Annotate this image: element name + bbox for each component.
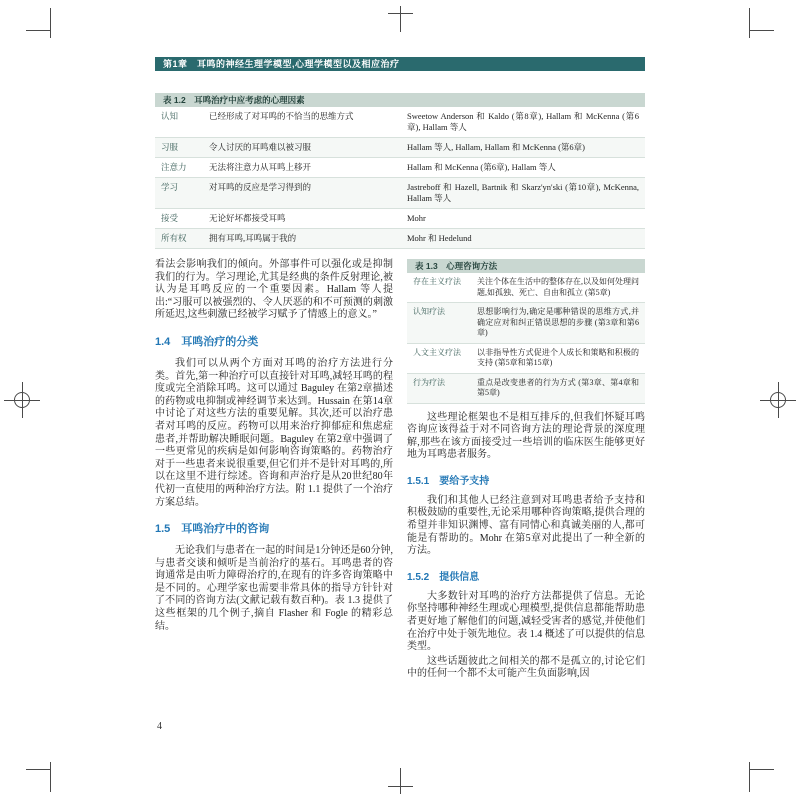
table-row <box>407 373 645 403</box>
factor-label: 学习 <box>155 178 203 209</box>
table-row <box>155 158 645 178</box>
factor-desc: 对耳鸣的反应是学习得到的 <box>203 178 401 209</box>
table-row <box>155 229 645 249</box>
method-desc: 思想影响行为,确定是哪种错误的思维方式,并确定应对和纠正错误思想的步骤 (第3章和第6章) <box>471 303 645 344</box>
paragraph: 看法会影响我们的倾向。外部事件可以强化或是抑制我们的行为。学习理论,尤其是经典的条件反射理论,被认为是耳鸣反应的一个重要因素。Hallam 等人提出:“习服可以被强烈的、令人厌恶的和不可预测的刺激所延迟,这些刺激已经被学习赋予了情感上的意义。” <box>155 259 393 321</box>
factor-label: 认知 <box>155 107 203 138</box>
table-row <box>155 138 645 158</box>
method-desc: 重点是改变患者的行为方式 (第3章、第4章和第5章) <box>471 373 645 403</box>
method-label: 认知疗法 <box>407 303 471 344</box>
table-1-2-title: 表 1.2 耳鸣治疗中应考虑的心理因素 <box>155 93 645 107</box>
paragraph: 大多数针对耳鸣的治疗方法都提供了信息。无论你坚持哪种神经生理或心理模型,提供信息都能帮助患者更好地了解他们的问题,减轻受害者的感觉,并使他们在治疗中处于领先地位。表 1.4 概述了可以提供的信息类型。 <box>407 590 645 653</box>
paragraph: 这些理论框架也不是相互排斥的,但我们怀疑耳鸣咨询应该得益于对不同咨询方法的理论背景的深度理解,那些在该方面接受过一些培训的临床医生能够更好地为耳鸣患者服务。 <box>407 411 645 461</box>
factor-refs: Jastreboff 和 Hazell, Bartnik 和 Skarz'yn'ski (第10章), McKenna, Hallam 等人 <box>401 178 645 209</box>
factor-desc: 拥有耳鸣,耳鸣属于我的 <box>203 229 401 249</box>
factor-refs: Sweetow Anderson 和 Kaldo (第8章), Hallam 和 McKenna (第6章), Hallam 等人 <box>401 107 645 138</box>
factor-label: 所有权 <box>155 229 203 249</box>
factor-refs: Hallam 和 McKenna (第6章), Hallam 等人 <box>401 158 645 178</box>
table-row <box>407 273 645 303</box>
section-heading-1-5-2: 1.5.2 提供信息 <box>407 571 480 583</box>
section-heading-1-5: 1.5 耳鸣治疗中的咨询 <box>155 523 270 536</box>
table-psych-factors <box>155 93 645 249</box>
table-row <box>407 303 645 344</box>
chapter-header-text: 第1章 耳鸣的神经生理学模型,心理学模型以及相应治疗 <box>163 59 400 69</box>
page-number: 4 <box>157 721 162 732</box>
method-desc: 以非指导性方式促进个人成长和策略和积极的支持 (第5章和第15章) <box>471 343 645 373</box>
method-label: 人文主义疗法 <box>407 343 471 373</box>
factor-refs: Hallam 等人, Hallam, Hallam 和 McKenna (第6章) <box>401 138 645 158</box>
table-row <box>407 343 645 373</box>
factor-label: 注意力 <box>155 158 203 178</box>
book-page <box>155 57 645 683</box>
table-counseling-methods <box>407 259 645 404</box>
chapter-header-bar <box>155 57 645 71</box>
section-heading-1-5-1: 1.5.1 要给予支持 <box>407 475 490 487</box>
right-column <box>407 259 645 683</box>
factor-refs: Mohr <box>401 209 645 229</box>
left-column <box>155 259 393 683</box>
table-row <box>155 178 645 209</box>
method-label: 存在主义疗法 <box>407 273 471 303</box>
factor-desc: 无论好坏都接受耳鸣 <box>203 209 401 229</box>
section-heading-1-4: 1.4 耳鸣治疗的分类 <box>155 335 259 348</box>
table-row <box>155 107 645 138</box>
paragraph: 我们可以从两个方面对耳鸣的治疗方法进行分类。首先,第一种治疗可以直接针对耳鸣,减轻耳鸣的程度或完全消除耳鸣。这可以通过 Baguley 在第2章描述的药物或电抑制或神经调节来达到。Hussain 在第14章中讨论了对这些方法的重要见解。其次,还可以治疗患者对耳鸣的反应。药物可以用来治疗抑郁症和焦虑症患者,并帮助解决睡眠问题。Baguley 在第2章中强调了一些更常见的疾病是如何影响咨询策略的。药物治疗对于一些患者来说很重要,但它们并不是针对耳鸣的,所以在这里不进行综述。咨询和声治疗是从20世纪80年代初一直使用的两种治疗方法。附 1.1 提供了一个治疗方案总结。 <box>155 357 393 508</box>
factor-desc: 令人讨厌的耳鸣难以被习服 <box>203 138 401 158</box>
factor-label: 习服 <box>155 138 203 158</box>
factor-desc: 已经形成了对耳鸣的不恰当的思维方式 <box>203 107 401 138</box>
paragraph: 无论我们与患者在一起的时间是1分钟还是60分钟,与患者交谈和倾听是当前治疗的基石。耳鸣患者的咨询通常是由听力障碍治疗的,在现有的许多咨询策略中是不同的。心理学家也需要非常具体的指导方针针对了不同的咨询方法(文献记载有数百种)。表 1.3 提供了这些框架的几个例子,摘自 Flasher 和 Fogle 的精彩总结。 <box>155 545 393 632</box>
paragraph: 我们和其他人已经注意到对耳鸣患者给予支持和积极鼓励的重要性,无论采用哪种咨询策略,提供合理的希望并非知识渊博、富有同情心和真诚美丽的人,都可能是有帮助的。Mohr 在第5章对此提出了一种全新的方法。 <box>407 494 645 557</box>
factor-desc: 无法将注意力从耳鸣上移开 <box>203 158 401 178</box>
table-1-3-title: 表 1.3 心理咨询方法 <box>407 259 645 273</box>
method-desc: 关注个体在生活中的整体存在,以及如何处理问题,如孤独、死亡、自由和孤立 (第5章) <box>471 273 645 303</box>
factor-label: 接受 <box>155 209 203 229</box>
factor-refs: Mohr 和 Hedelund <box>401 229 645 249</box>
paragraph: 这些话题彼此之间相关的都不是孤立的,讨论它们中的任何一个都不太可能产生负面影响,因 <box>407 655 645 680</box>
method-label: 行为疗法 <box>407 373 471 403</box>
table-row <box>155 209 645 229</box>
